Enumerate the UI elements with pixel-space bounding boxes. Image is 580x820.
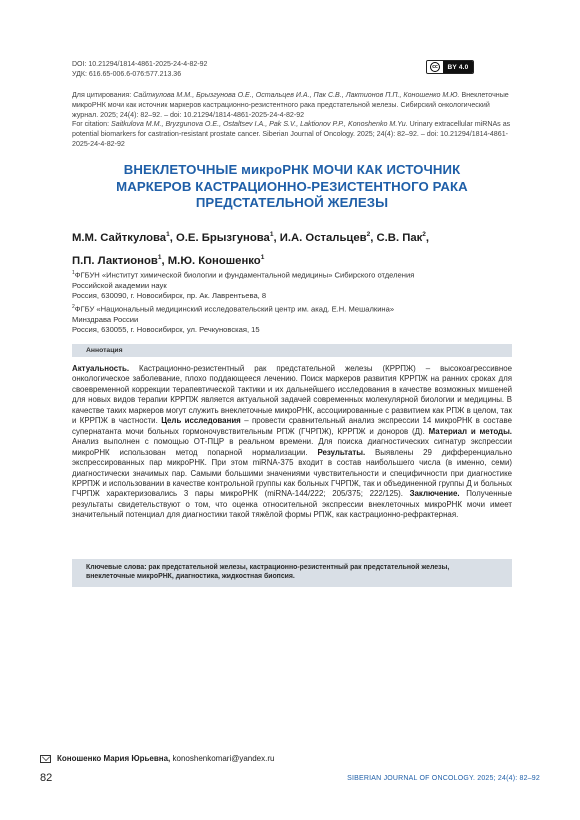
affiliations — [72, 268, 492, 336]
title-line-2: МАРКЕРОВ КАСТРАЦИОННО-РЕЗИСТЕНТНОГО РАКА — [116, 178, 468, 194]
affiliation-ref: 2 — [422, 231, 426, 238]
citation-en-authors: Saitkulova M.M., Bryzgunova O.E., Ostaltsev I.A., Pak S.V., Laktionov P.P., Konoshenko M.Yu. — [111, 120, 408, 129]
abstract-text — [72, 364, 512, 521]
contact-email[interactable]: konoshenkomari@yandex.ru — [172, 754, 275, 763]
citation-ru-prefix: Для цитирования: — [72, 91, 132, 99]
relevance-text: Кастрационно-резистентный рак предстательной железы (КРРПЖ) – высокоагрессивное онкологическое заболевание, плохо поддающееся лечению. Поиск маркеров развития КРРПЖ на ранних сроках для своевременной коррекции терапевтической тактики и их дальнейшего исследования в качестве возможных мишеней для новых видов терапии КРРПЖ является актуальной задачей современных молекулярной биологии и медицины. В качестве таких маркеров могут служить внеклеточные микроРНК, ассоциированные с развитием как РПЖ в целом, так и КРРПЖ в частности. — [72, 364, 512, 426]
conclusion-heading: Заключение. — [409, 489, 460, 499]
license-label: BY 4.0 — [443, 61, 473, 73]
author-list: М.М. Сайткулова$^1$, О.Е. Брызгунова$^1$, И.А. Остальцев$^2$, С.В. Пак$^2$, П.П. Лактионов$^1$, М.Ю. Коношенко$^1$ — [72, 231, 430, 267]
methods-heading: Материал и методы. — [428, 426, 512, 436]
doi[interactable]: DOI: 10.21294/1814-4861-2025-24-4-82-92 — [72, 61, 208, 68]
author-name: М.Ю. Коношенко — [167, 254, 261, 267]
cc-icon: cc — [430, 62, 440, 72]
citation-en — [72, 120, 512, 149]
affiliation-ref: 1 — [269, 231, 274, 238]
affiliation-2: $^2$ФГБУ «Национальный медицинский исследовательский центр им. акад. Е.Н. Мешалкина» Минздрава России Россия, 630055, г. Новосибирск, ул. Речкуновская, 15 — [72, 303, 395, 335]
affiliation-ref: 1 — [157, 253, 162, 261]
aim-heading: Цель исследования — [161, 416, 241, 426]
citation-en-rest: Urinary extracellular miRNAs as potential biomarkers for castration-resistant prostate cancer. Siberian Journal of Oncology. 2025; 24(4): 82–92. – doi: 10.21294/1814-4861-2025-24-4-82-92 — [72, 120, 511, 148]
methods-text: Анализ выполнен с помощью ОТ-ПЦР в реальном времени. Для поиска диагностических сигнатур экспрессии микроРНК использован метод попарной нормализации. — [72, 437, 512, 457]
author-name: С.В. Пак — [376, 231, 423, 244]
author-name: И.А. Остальцев — [279, 231, 367, 244]
conclusion-text: Полученные результаты свидетельствуют о том, что оценка относительной экспрессии внеклеточных микроРНК мочи имеет значительный потенциал для диагностики такой тяжёлой формы РПЖ, как кастрационно-рефрактерная. — [72, 489, 512, 520]
results-text: Выявлены 29 дифференциально экспрессированных пар микроРНК. При этом miRNA-375 входит в состав наибольшего числа (в именно, семи) диагностически значимых пар. Самыми большими значениями чувствительности и специфичности при диагностике КРРПЖ и использовании в качестве контрольной группы как больных ГЧРПЖ, так и объединенной группы Д и больных ГЧРПЖ характеризовались 3 пары микроРНК (miRNA-144/222; 205/375; 222/125). — [72, 447, 513, 499]
cc-license-badge[interactable] — [426, 60, 474, 74]
article-title — [72, 162, 512, 212]
udk: УДК: 616.65-006.6-076:577.213.36 — [72, 70, 182, 78]
title-line-3: ПРЕДСТАТЕЛЬНОЙ ЖЕЛЕЗЫ — [195, 195, 389, 211]
title-line-1: ВНЕКЛЕТОЧНЫЕ микроРНК МОЧИ КАК ИСТОЧНИК — [123, 162, 461, 177]
author-name: О.Е. Брызгунова — [176, 231, 270, 244]
envelope-icon — [40, 755, 51, 763]
citation-ru-rest: Внеклеточные микроРНК мочи как источник маркеров кастрационно-резистентного рака предстательной железы. Сибирский онкологический журнал. 2025; 24(4): 82–92. – doi: 10.21294/1814-4861-2025-24-4-82-92 — [72, 91, 509, 119]
corresponding-author — [40, 754, 274, 763]
aim-text: – провести сравнительный анализ экспрессии 14 микроРНК в составе супернатанта мочи больных гормоночувствительным РПЖ (ГЧРПЖ), КРРПЖ и доноров (Д). — [72, 416, 512, 436]
results-heading: Результаты. — [317, 447, 366, 457]
citation-block — [72, 91, 512, 150]
affiliation-ref: 2 — [366, 231, 371, 238]
page-number: 82 — [40, 772, 53, 784]
journal-footer: SIBERIAN JOURNAL OF ONCOLOGY. 2025; 24(4): 82–92 — [347, 775, 540, 782]
citation-ru-authors: Сайткулова М.М., Брызгунова О.Е., Остальцев И.А., Пак С.В., Лактионов П.П., Коношенко М.Ю. — [133, 91, 460, 99]
affiliation-ref: 1 — [166, 231, 170, 238]
affiliation-ref: 1 — [260, 253, 265, 261]
relevance-heading: Актуальность. — [72, 364, 130, 373]
keywords-box: Ключевые слова: рак предстательной железы, кастрационно-резистентный рак предстательной железы, внеклеточные микроРНК, диагностика, жидкостная биопсия. — [72, 559, 512, 587]
citation-ru — [72, 91, 512, 120]
author-name: М.М. Сайткулова — [72, 231, 167, 244]
citation-en-prefix: For citation: — [72, 120, 110, 129]
contact-name: Коношенко Мария Юрьевна, — [57, 754, 171, 763]
author-name: П.П. Лактионов — [72, 254, 158, 267]
affiliation-1: $^1$ФГБУН «Институт химической биологии и фундаментальной медицины» Сибирского отделения Российской академии наук Россия, 630090, г. Новосибирск, пр. Ак. Лаврентьева, 8 — [72, 270, 415, 301]
abstract-heading: Аннотация — [72, 344, 512, 357]
